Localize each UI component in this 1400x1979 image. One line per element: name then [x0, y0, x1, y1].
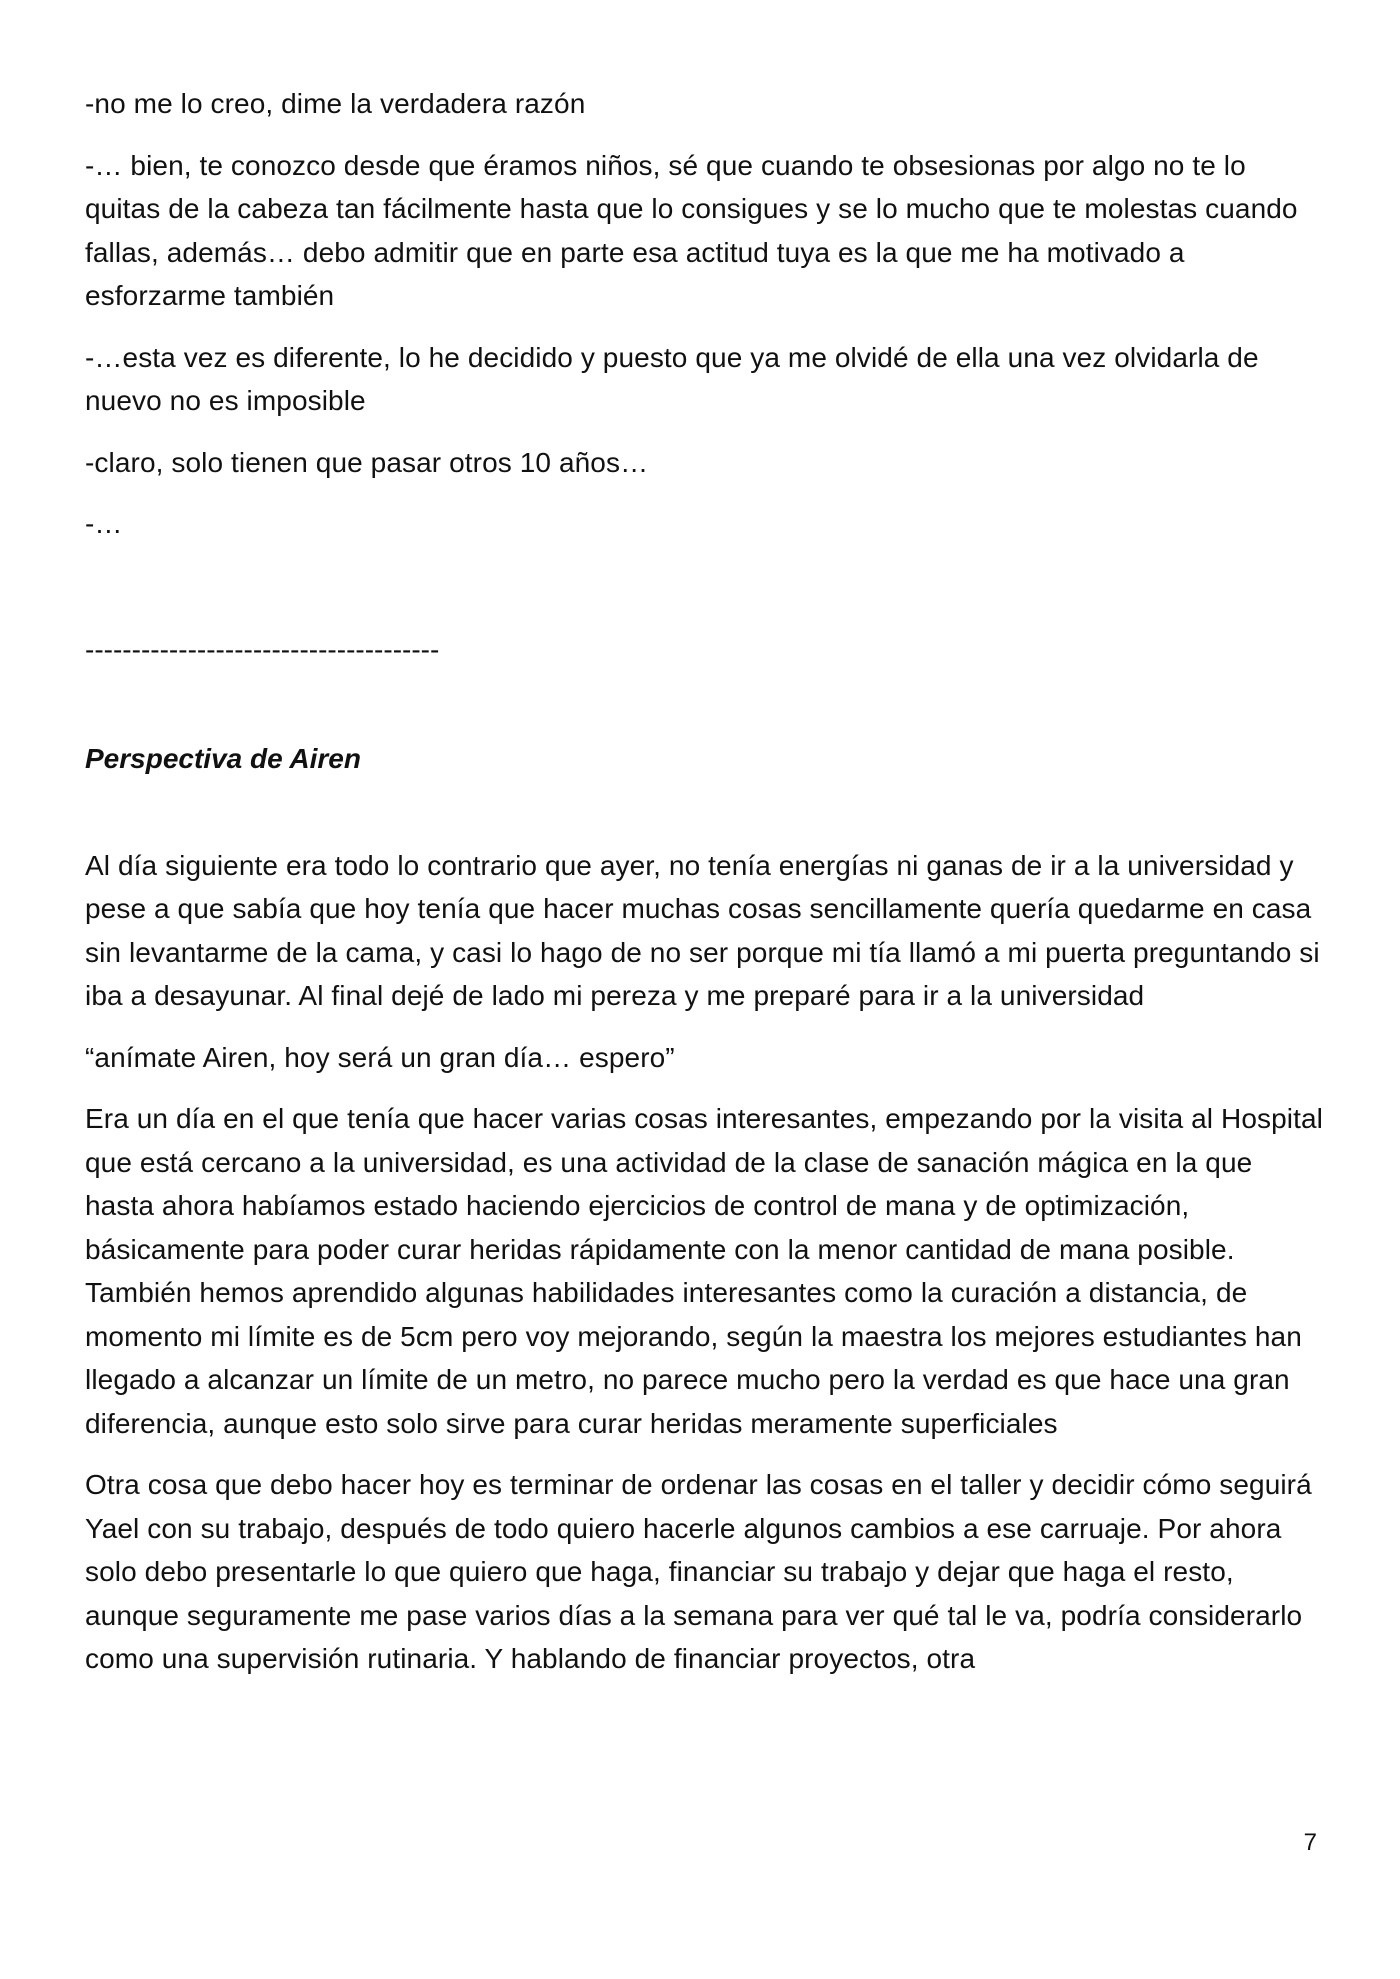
paragraph-1: Al día siguiente era todo lo contrario que ayer, no tenía energías ni ganas de ir a la universidad y pese a que sabía que hoy tenía que hacer muchas cosas sencillamente quería quedarme en casa sin levantarme de la cama, y casi lo hago de no ser porque mi tía llamó a mi puerta preguntando si iba a desayunar. Al final dejé de lado mi pereza y me preparé para ir a la universidad — [85, 849, 1320, 1011]
section-heading: Perspectiva de Airen — [85, 743, 361, 774]
dialogue-line-5: -… — [85, 508, 123, 539]
paragraph-4: Otra cosa que debo hacer hoy es terminar de ordenar las cosas en el taller y decidir cómo seguirá Yael con su trabajo, después de todo quiero hacerle algunos cambios a ese carruaje. Por ahora solo debo presentarle lo que quiero que haga, financiar su trabajo y dejar que haga el resto, aunque seguramente me pase varios días a la semana para ver qué tal le va, podría considerarlo como una supervisión rutinaria. Y hablando de financiar proyectos, otra — [85, 1469, 1312, 1674]
dialogue-line-2: -… bien, te conozco desde que éramos niños, sé que cuando te obsesionas por algo no te lo quitas de la cabeza tan fácilmente hasta que lo consigues y se lo mucho que te molestas cuando fallas, además… debo admitir que en parte esa actitud tuya es la que me ha motivado a esforzarme también — [85, 149, 1298, 311]
paragraph-2: “anímate Airen, hoy será un gran día… espero” — [85, 1041, 675, 1073]
document-page — [85, 82, 1325, 1699]
page-number: 7 — [1303, 1829, 1317, 1856]
spacer — [85, 564, 1325, 628]
dialogue-line-4: -claro, solo tienen que pasar otros 10 años… — [85, 446, 649, 478]
spacer — [85, 671, 1325, 737]
section-separator: -------------------------------------- — [85, 633, 440, 665]
dialogue-line-3: -…esta vez es diferente, lo he decidido y puesto que ya me olvidé de ella una vez olvidarla de nuevo no es imposible — [85, 341, 1259, 416]
paragraph-3: Era un día en el que tenía que hacer varias cosas interesantes, empezando por la visita al Hospital que está cercano a la universidad, es una actividad de la clase de sanación mágica en la que hasta ahora habíamos estado haciendo ejercicios de control de mana y de optimización, básicamente para poder curar heridas rápidamente con la menor cantidad de mana posible. También hemos aprendido algunas habilidades interesantes como la curación a distancia, de momento mi límite es de 5cm pero voy mejorando, según la maestra los mejores estudiantes han llegado a alcanzar un límite de un metro, no parece mucho pero la verdad es que hace una gran diferencia, aunque esto solo sirve para curar heridas meramente superficiales — [85, 1103, 1323, 1439]
spacer — [85, 781, 1325, 844]
dialogue-line-1: -no me lo creo, dime la verdadera razón — [85, 88, 586, 119]
